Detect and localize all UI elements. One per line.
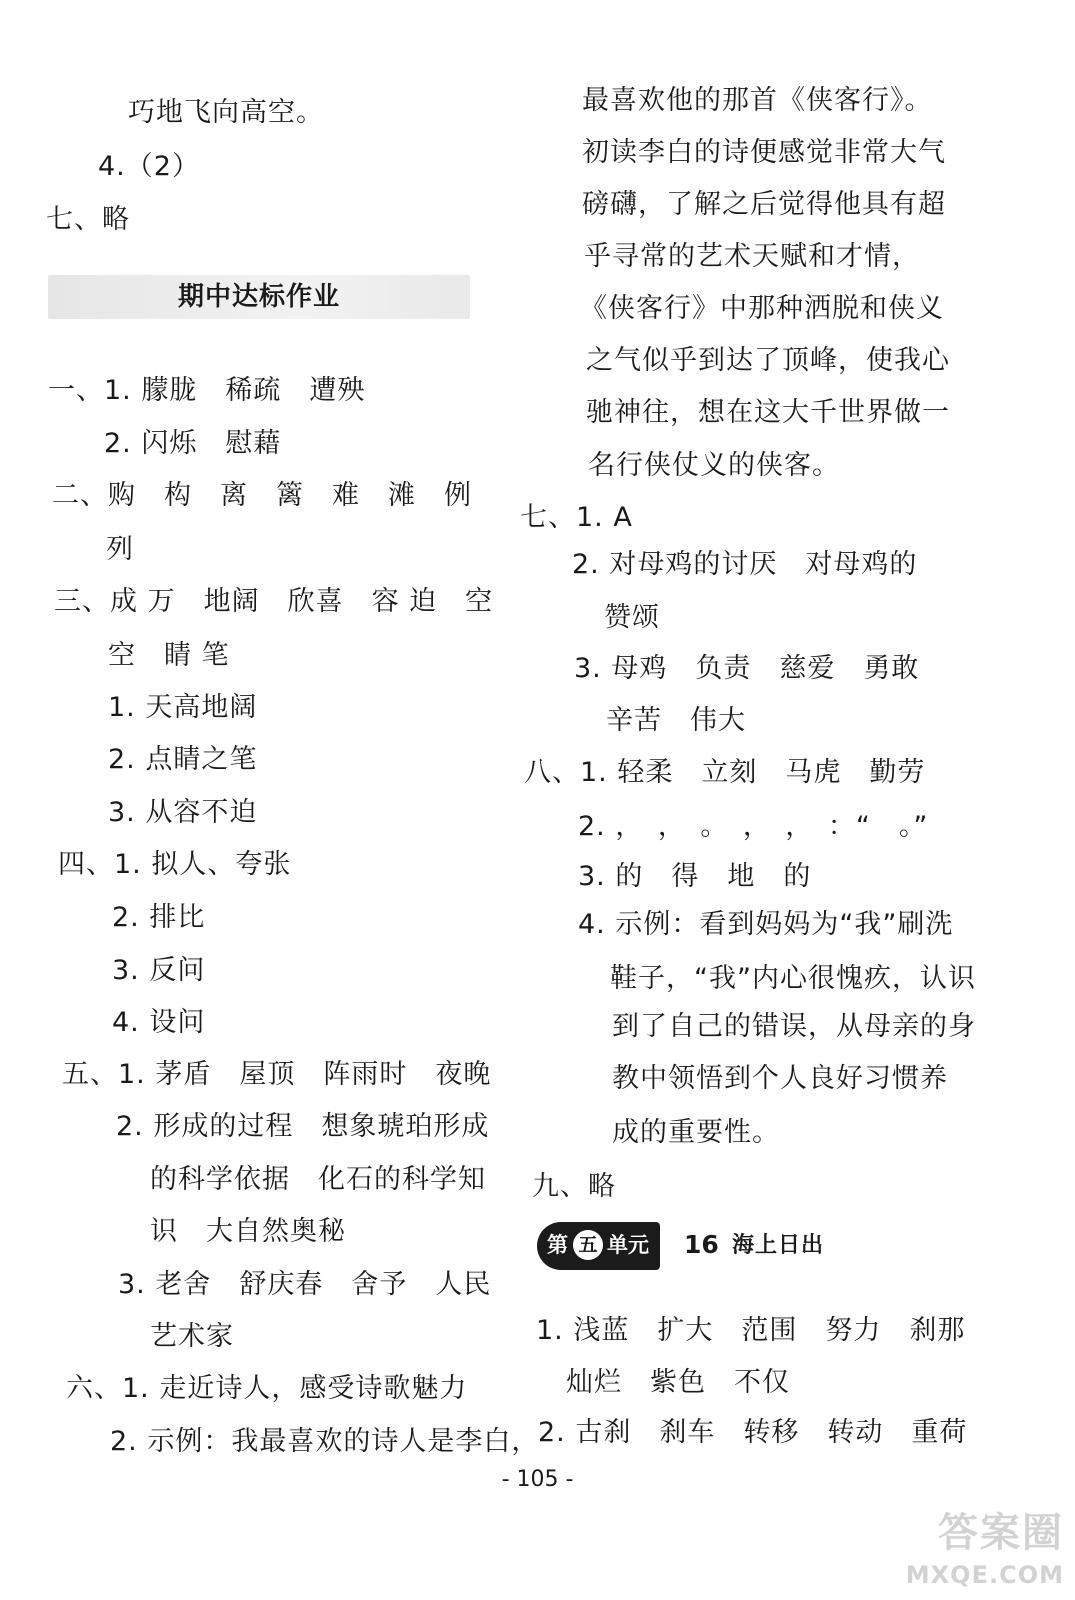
- answer-line: 3. 老舍 舒庆春 舍予 人民: [118, 1269, 492, 1300]
- answer-line: 2. 示例：我最喜欢的诗人是李白，: [110, 1426, 540, 1457]
- answer-line: 乎寻常的艺术天赋和才情，: [584, 241, 920, 272]
- answer-line: 成的重要性。: [612, 1117, 780, 1148]
- answer-line: 之气似乎到达了顶峰，使我心: [586, 345, 950, 376]
- answer-line: 名行侠仗义的侠客。: [588, 450, 840, 481]
- answer-line: 巧地飞向高空。: [128, 97, 324, 128]
- lesson-title: 海上日出: [732, 1233, 825, 1258]
- answer-line: 3. 母鸡 负责 慈爱 勇敢: [574, 653, 920, 684]
- section-header-midterm: [48, 275, 470, 319]
- answer-line: 4. 示例：看到妈妈为“我”刷洗: [578, 909, 954, 940]
- answer-line: 三、成 万 地阔 欣喜 容 迫 空: [54, 586, 494, 617]
- answer-line: 初读李白的诗便感觉非常大气: [582, 137, 946, 168]
- section-header-title: 期中达标作业: [177, 282, 340, 312]
- answer-line: 一、1. 朦胧 稀疏 遭殃: [48, 375, 366, 406]
- page-number: - 105 -: [501, 1467, 574, 1492]
- answer-line: 四、1. 拟人、夸张: [58, 849, 292, 880]
- answer-line: 八、1. 轻柔 立刻 马虎 勤劳: [524, 757, 926, 788]
- answer-line: 二、购 构 离 篱 难 滩 例: [52, 480, 472, 511]
- answer-line: 七、1. A: [520, 502, 633, 533]
- answer-line: 鞋子，“我”内心很愧疚，认识: [610, 963, 976, 994]
- answer-line: 2. 点睛之笔: [108, 744, 258, 775]
- watermark-url: MXQE.COM: [905, 1561, 1064, 1589]
- answer-line: 到了自己的错误，从母亲的身: [612, 1011, 976, 1042]
- answer-line: 1. 天高地阔: [108, 692, 258, 723]
- answer-line: 4.（2）: [98, 151, 200, 182]
- answer-line: 磅礴，了解之后觉得他具有超: [582, 189, 946, 220]
- answer-line: 2. 对母鸡的讨厌 对母鸡的: [572, 549, 918, 580]
- answer-line: 《侠客行》中那种洒脱和侠义: [580, 293, 944, 324]
- watermark-text: 答案圈: [938, 1510, 1064, 1556]
- answer-line: 五、1. 茅盾 屋顶 阵雨时 夜晚: [62, 1059, 492, 1090]
- unit-badge: [537, 1222, 660, 1270]
- answer-line: 识 大自然奥秘: [150, 1216, 346, 1247]
- answer-line: 的科学依据 化石的科学知: [150, 1164, 486, 1195]
- answer-line: 灿烂 紫色 不仅: [566, 1367, 790, 1398]
- answer-line: 赞颂: [604, 602, 660, 633]
- answer-line: 1. 浅蓝 扩大 范围 努力 刹那: [536, 1315, 966, 1346]
- answer-line: 辛苦 伟大: [606, 705, 746, 736]
- answer-line: 2. 形成的过程 想象琥珀形成: [116, 1111, 490, 1142]
- answer-line: 九、略: [532, 1171, 616, 1202]
- answer-line: 驰神往，想在这大千世界做一: [586, 397, 950, 428]
- lesson-number: 16: [684, 1230, 719, 1259]
- answer-line: 3. 反问: [112, 955, 206, 986]
- answer-line: 六、1. 走近诗人，感受诗歌魅力: [66, 1373, 468, 1404]
- answer-line: 2. ， ， 。 ， ， ：“ 。”: [578, 811, 929, 842]
- answer-line: 艺术家: [150, 1321, 234, 1352]
- answer-line: 2. 古刹 刹车 转移 转动 重荷: [538, 1417, 968, 1448]
- watermark-logo: [860, 1510, 1070, 1598]
- answer-line: 七、略: [46, 204, 130, 235]
- unit-badge-suffix: 单元: [607, 1233, 649, 1257]
- answer-line: 教中领悟到个人良好习惯养: [612, 1063, 948, 1094]
- answer-line: 最喜欢他的那首《侠客行》。: [582, 85, 933, 116]
- answer-line: 2. 闪烁 慰藉: [104, 428, 282, 459]
- answer-line: 3. 从容不迫: [108, 797, 258, 828]
- answer-line: 空 睛 笔: [108, 640, 230, 671]
- answer-line: 列: [106, 534, 134, 565]
- answer-line: 4. 设问: [112, 1007, 206, 1038]
- answer-line: 3. 的 得 地 的: [578, 861, 812, 892]
- unit-badge-prefix: 第: [547, 1233, 568, 1257]
- unit-badge-number: 五: [573, 1230, 603, 1260]
- answer-line: 2. 排比: [112, 902, 206, 933]
